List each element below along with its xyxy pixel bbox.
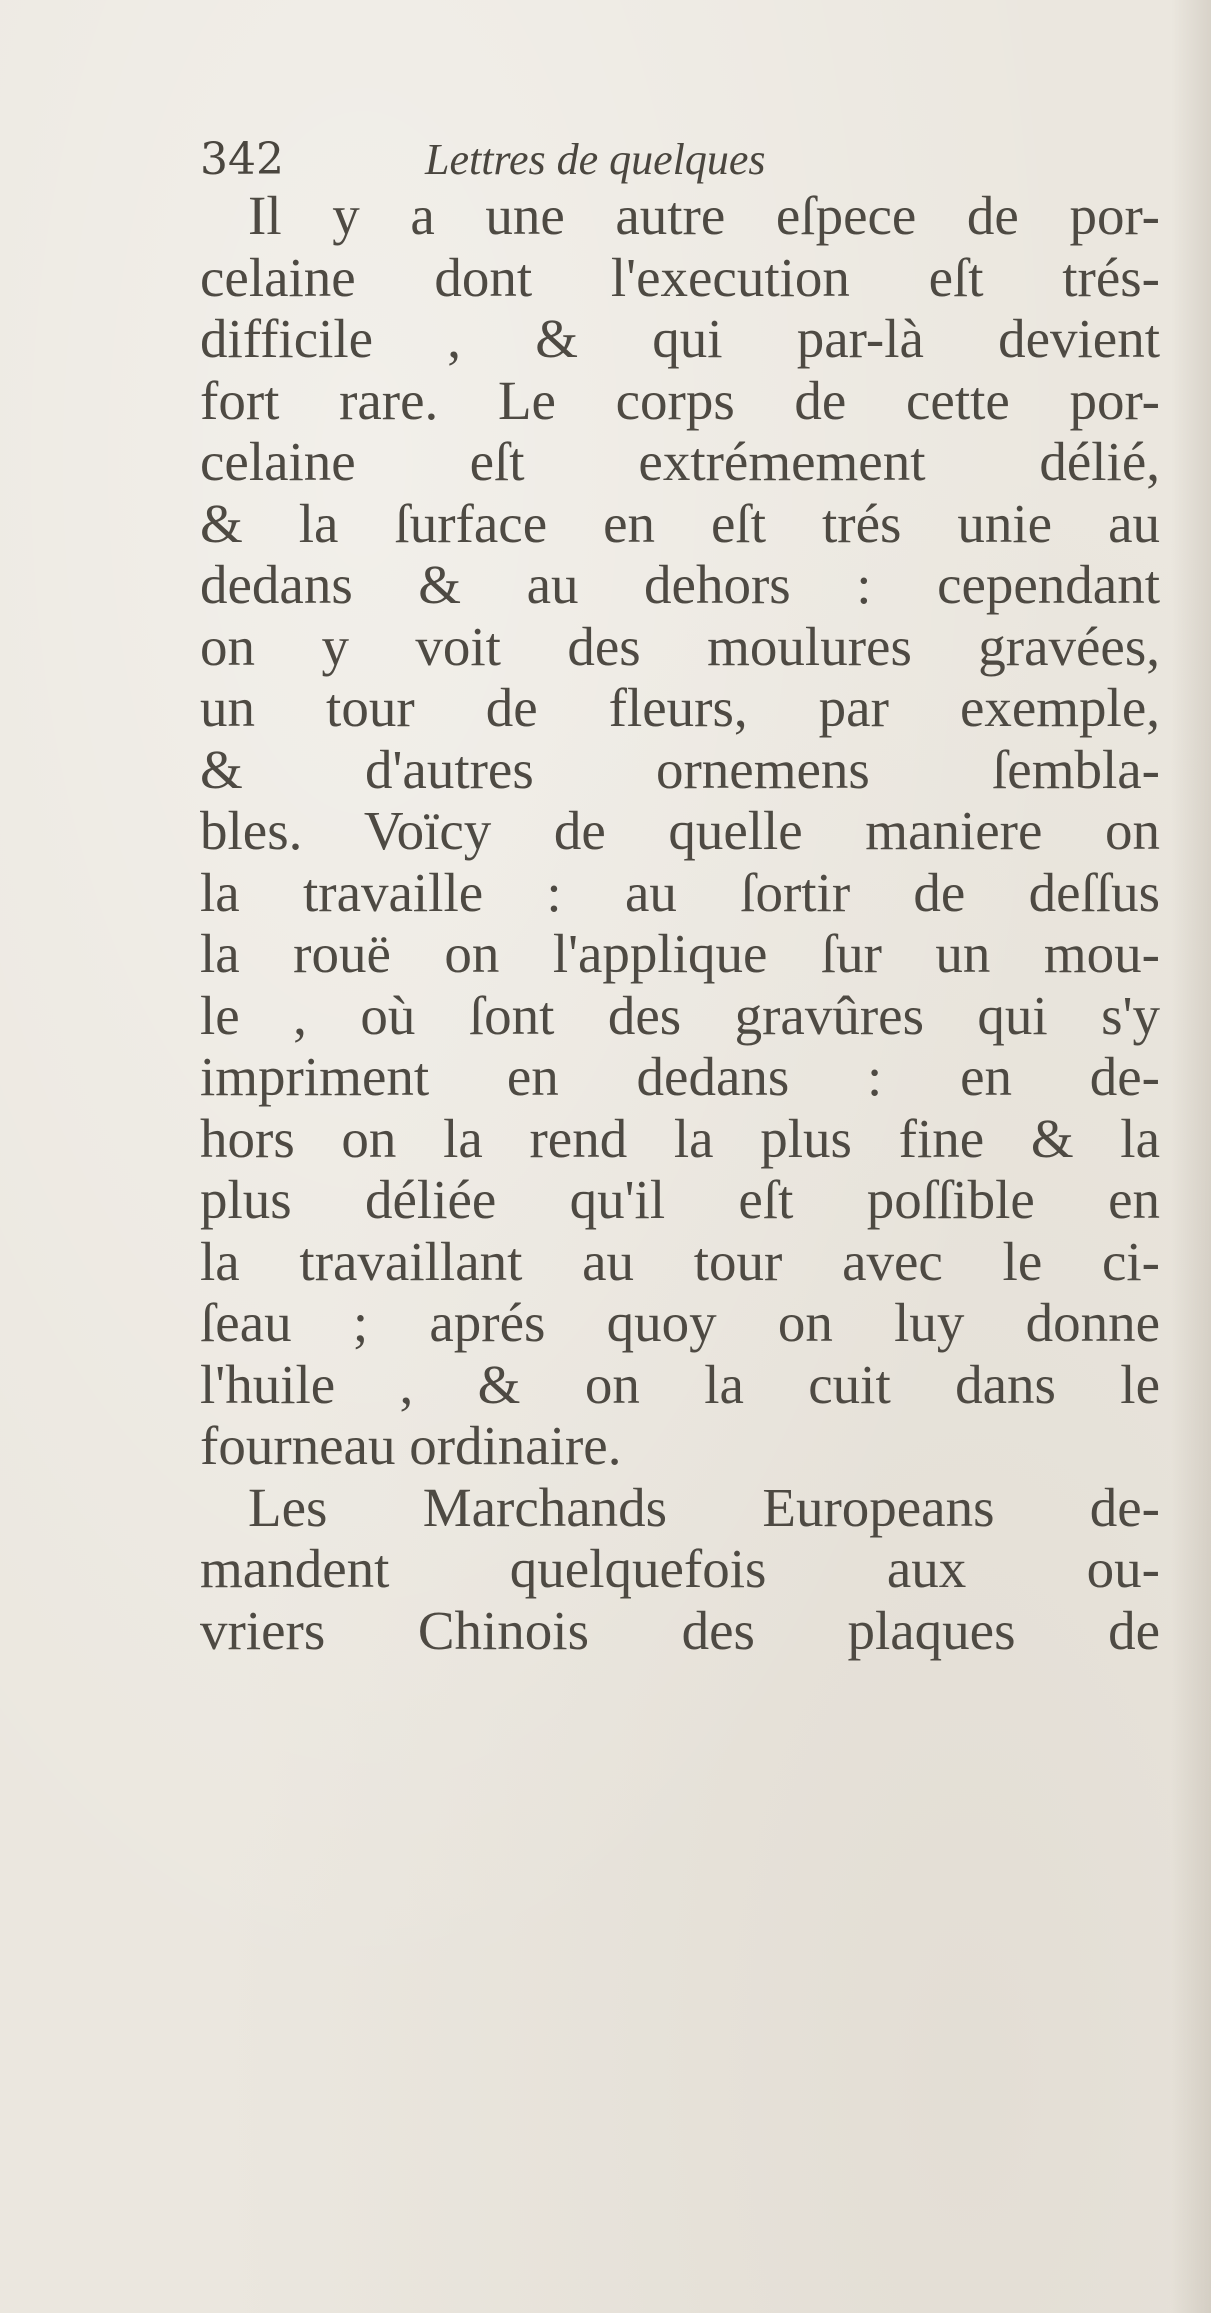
text-line: dedans & au dehors : cependant — [200, 554, 1160, 615]
text-line: le , où ſont des gravûres qui s'y — [200, 984, 1160, 1046]
text-line: fort rare. Le corps de cette por- — [200, 369, 1160, 431]
text-line: l'huile , & on la cuit dans le — [200, 1353, 1160, 1415]
text-line: celaine dont l'execution eſt trés- — [200, 246, 1160, 308]
text-line: impriment en dedans : en de- — [200, 1046, 1160, 1107]
text-line: Il y a une autre eſpece de por- — [248, 185, 1160, 246]
page-header — [200, 130, 1020, 190]
text-line: un tour de fleurs, par exemple, — [200, 677, 1160, 738]
page-edge-shadow — [1171, 0, 1211, 2313]
text-line: plus déliée qu'il eſt poſſible en — [200, 1169, 1160, 1230]
text-line: la rouë on l'applique ſur un mou- — [200, 923, 1160, 984]
text-line: mandent quelquefois aux ou- — [200, 1538, 1160, 1599]
text-line: Les Marchands Europeans de- — [248, 1476, 1160, 1538]
text-line: la travaillant au tour avec le ci- — [200, 1230, 1160, 1292]
text-line: vriers Chinois des plaques de — [200, 1599, 1160, 1661]
text-line: on y voit des moulures gravées, — [200, 615, 1160, 677]
text-line: ſeau ; aprés quoy on luy donne — [200, 1292, 1160, 1353]
text-line: & la ſurface en eſt trés unie au — [200, 492, 1160, 554]
text-line: la travaille : au ſortir de deſſus — [200, 861, 1160, 923]
text-line: difficile , & qui par-là devient — [200, 308, 1160, 369]
text-line: & d'autres ornemens ſembla- — [200, 738, 1160, 800]
running-head: Lettres de quelques — [425, 135, 766, 184]
text-line: bles. Voïcy de quelle maniere on — [200, 800, 1160, 861]
text-line: hors on la rend la plus fine & la — [200, 1107, 1160, 1169]
text-line: celaine eſt extrémement délié, — [200, 431, 1160, 492]
body-text — [200, 185, 1160, 1661]
text-line: fourneau ordinaire. — [200, 1415, 622, 1476]
page-number: 342 — [200, 134, 284, 185]
